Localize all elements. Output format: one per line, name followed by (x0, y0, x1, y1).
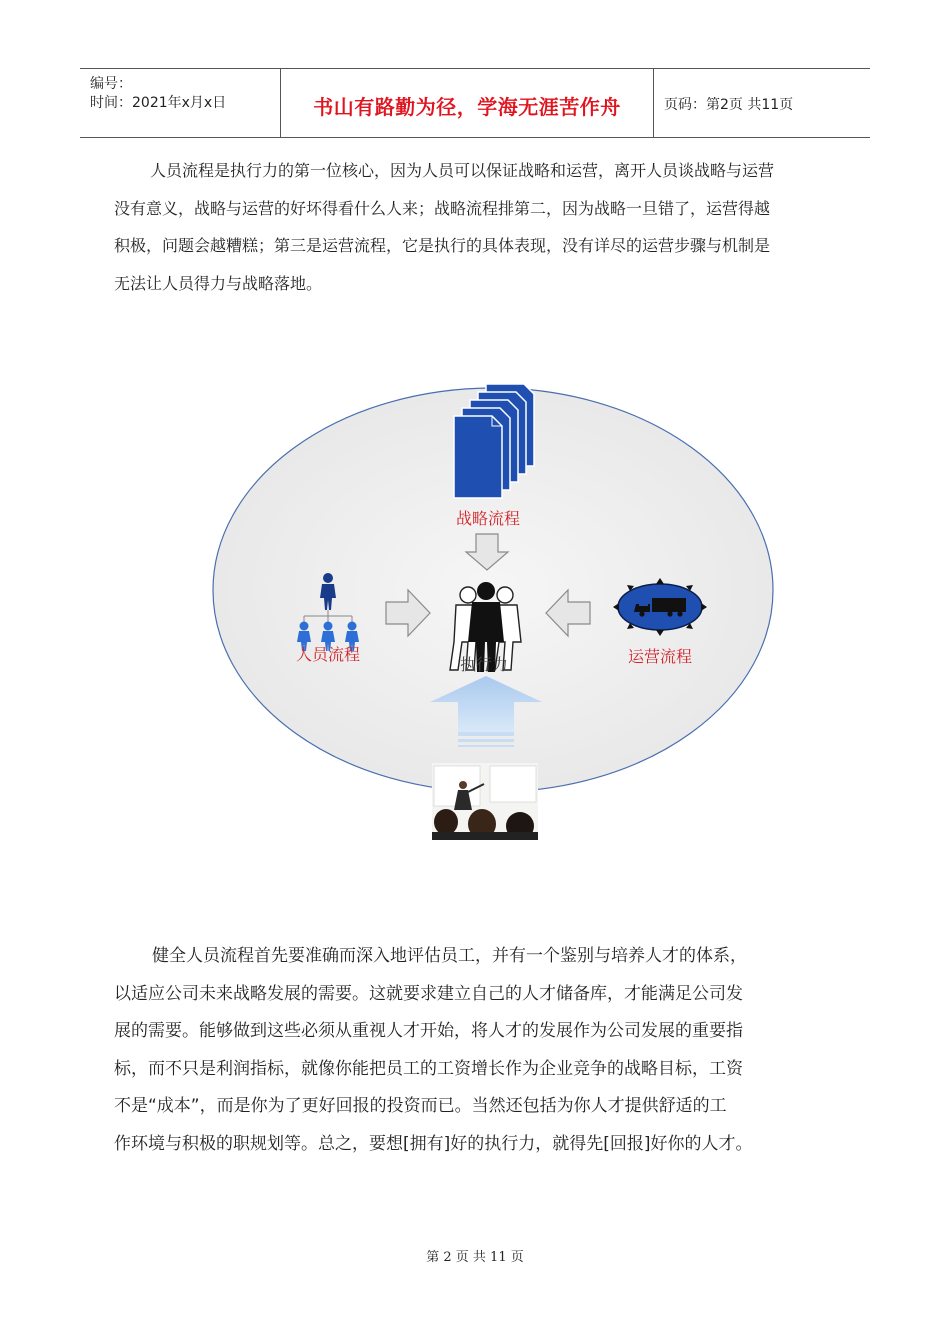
paragraph-line: 没有意义，战略与运营的好坏得看什么人来；战略流程排第二，因为战略一旦错了，运营得越 (114, 198, 771, 218)
paragraph-line: 人员流程是执行力的第一位核心，因为人员可以保证战略和运营，离开人员谈战略与运营 (150, 161, 775, 180)
header-meta-cell (80, 69, 281, 137)
execution-label: 执行力 (459, 655, 509, 674)
paragraph-line: 不是“成本”，而是你为了更好回报的投资而已。当然还包括为你人才提供舒适的工 (114, 1096, 727, 1116)
header-page-cell (654, 69, 870, 137)
execution-diagram (200, 380, 785, 850)
time-label: 时间：2021年x月x日 (90, 95, 227, 111)
paragraph-line: 以适应公司未来战略发展的需要。这就要求建立自己的人才储备库，才能满足公司发 (114, 983, 743, 1004)
page-label: 页码：第2页 共11页 (664, 97, 794, 113)
header-motto-cell (281, 69, 654, 137)
paragraph-1 (114, 152, 838, 302)
paragraph-line: 展的需要。能够做到这些必须从重视人才开始，将人才的发展作为公司发展的重要指 (114, 1021, 743, 1041)
motto: 书山有路勤为径，学海无涯苦作舟 (313, 95, 621, 119)
paragraph-line: 无法让人员得力与战略落地。 (114, 273, 323, 293)
page-footer: 第 2 页 共 11 页 (426, 1250, 524, 1265)
paragraph-line: 健全人员流程首先要准确而深入地评估员工，并有一个鉴别与培养人才的体系， (152, 946, 747, 966)
document-header (80, 68, 870, 138)
number-label: 编号： (90, 76, 132, 92)
paragraph-line: 积极，问题会越糟糕；第三是运营流程，它是执行的具体表现，没有详尽的运营步骤与机制是 (114, 236, 771, 255)
operations-label: 运营流程 (627, 647, 693, 666)
people-label: 人员流程 (295, 645, 361, 664)
paragraph-2 (114, 938, 838, 1163)
paragraph-line: 标，而不只是利润指标，就像你能把员工的工资增长作为企业竞争的战略目标，工资 (114, 1058, 743, 1079)
meeting-photo (432, 763, 538, 840)
strategy-label: 战略流程 (455, 509, 521, 528)
paragraph-line: 作环境与积极的职规划等。总之，要想[拥有]好的执行力，就得先[回报]好你的人才。 (114, 1133, 753, 1154)
